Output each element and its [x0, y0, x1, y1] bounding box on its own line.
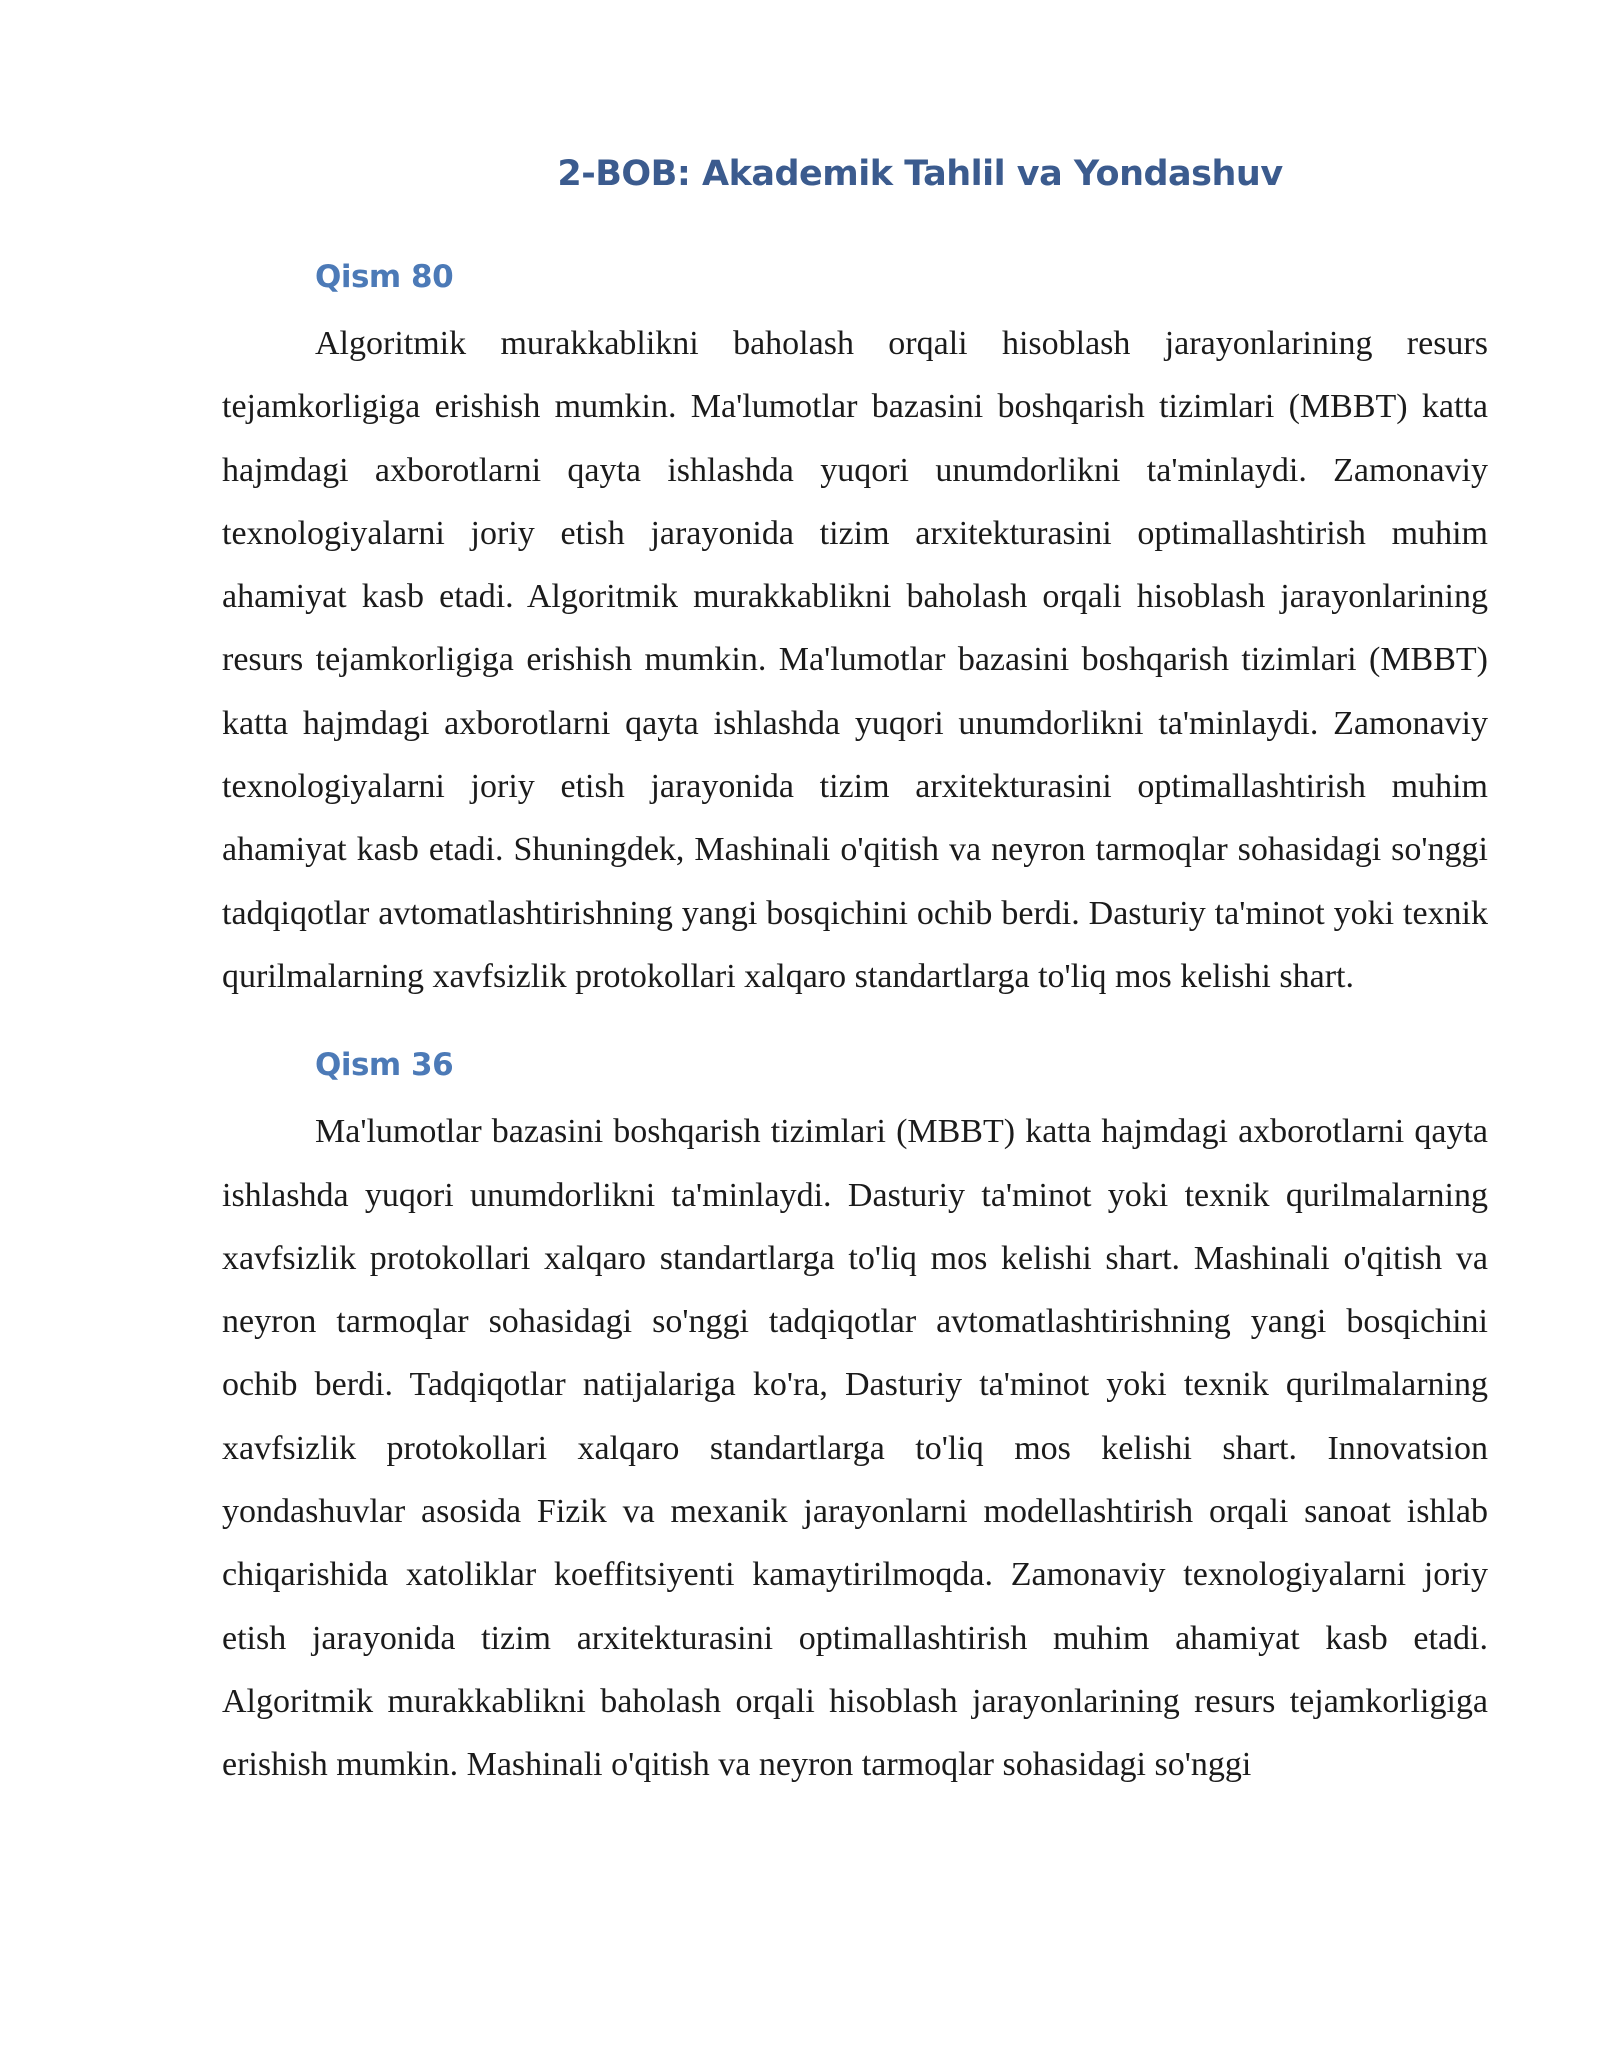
- section-heading: Qism 80: [315, 259, 454, 295]
- section-paragraph: Algoritmik murakkablikni baholash orqali hisoblash jarayonlarining resurs tejamkorligiga erishish mumkin. Ma'lumotlar bazasini boshqarish tizimlari (MBBT) katta hajmdagi axborotlarni qayta ishlashda yuqori unumdorlikni ta'minlaydi. Zamonaviy texnologiyalarni joriy etish jarayonida tizim arxitekturasini optimallashtirish muhim ahamiyat kasb etadi. Algoritmik murakkablikni baholash orqali hisoblash jarayonlarining resurs tejamkorligiga erishish mumkin. Ma'lumotlar bazasini boshqarish tizimlari (MBBT) katta hajmdagi axborotlarni qayta ishlashda yuqori unumdorlikni ta'minlaydi. Zamonaviy texnologiyalarni joriy etish jarayonida tizim arxitekturasini optimallashtirish muhim ahamiyat kasb etadi. Shuningdek, Mashinali o'qitish va neyron tarmoqlar sohasidagi so'nggi tadqiqotlar avtomatlashtirishning yangi bosqichini ochib berdi. Dasturiy ta'minot yoki texnik qurilmalarning xavfsizlik protokollari xalqaro standartlarga to'liq mos kelishi shart.: [222, 325, 1488, 995]
- section-qism-36: [222, 1036, 1488, 1796]
- section-heading: Qism 36: [315, 1047, 454, 1084]
- page-content: [222, 140, 1488, 1825]
- chapter-title: 2-BOB: Akademik Tahlil va Yondashuv: [557, 154, 1283, 194]
- section-qism-80: [222, 248, 1488, 1008]
- section-paragraph: Ma'lumotlar bazasini boshqarish tizimlari (MBBT) katta hajmdagi axborotlarni qayta ishlashda yuqori unumdorlikni ta'minlaydi. Dasturiy ta'minot yoki texnik qurilmalarning xavfsizlik protokollari xalqaro standartlarga to'liq mos kelishi shart. Mashinali o'qitish va neyron tarmoqlar sohasidagi so'nggi tadqiqotlar avtomatlashtirishning yangi bosqichini ochib berdi. Tadqiqotlar natijalariga ko'ra, Dasturiy ta'minot yoki texnik qurilmalarning xavfsizlik protokollari xalqaro standartlarga to'liq mos kelishi shart. Innovatsion yondashuvlar asosida Fizik va mexanik jarayonlarni modellashtirish orqali sanoat ishlab chiqarishida xatoliklar koeffitsiyenti kamaytirilmoqda. Zamonaviy texnologiyalarni joriy etish jarayonida tizim arxitekturasini optimallashtirish muhim ahamiyat kasb etadi. Algoritmik murakkablikni baholash orqali hisoblash jarayonlarining resurs tejamkorligiga erishish mumkin. Mashinali o'qitish va neyron tarmoqlar sohasidagi so'nggi: [222, 1113, 1488, 1784]
